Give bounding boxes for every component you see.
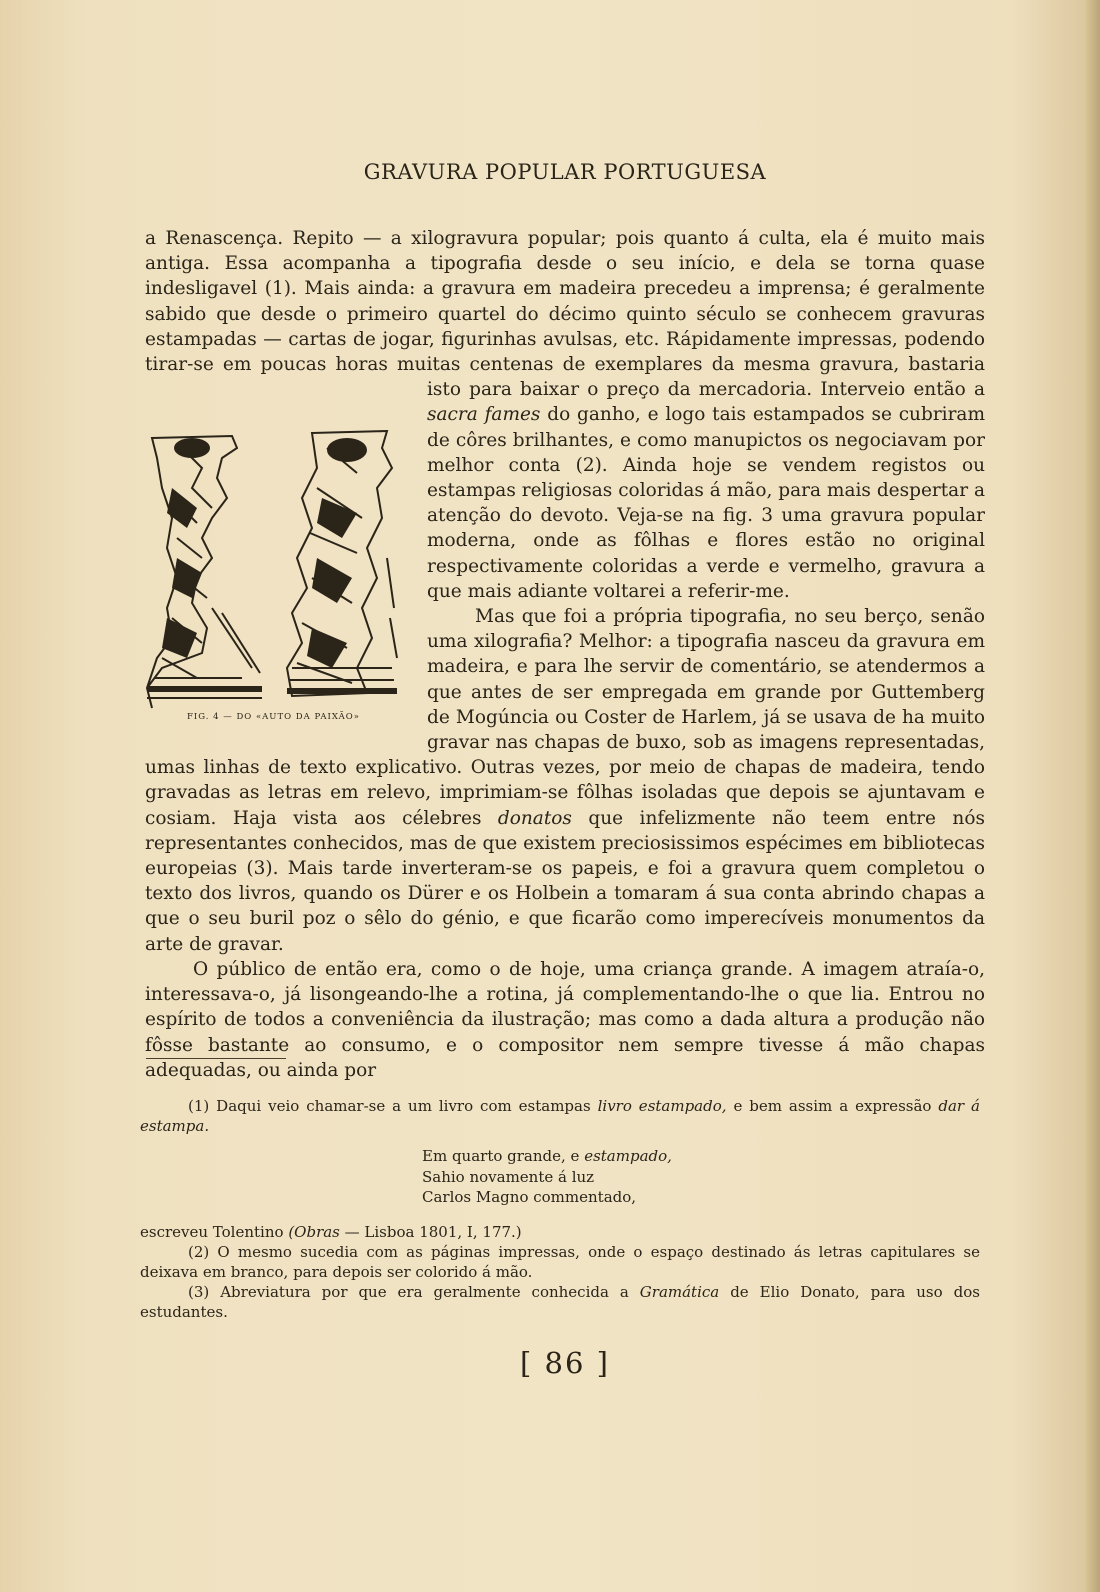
footnote-1-end-italic: (Obras — [288, 1222, 340, 1241]
figure-float-box — [145, 400, 427, 752]
footnote-3-text-a: (3) Abreviatura por que era geralmente conhecida a — [188, 1282, 629, 1301]
footnote-1-text-a: (1) Daqui veio chamar-se a um livro com estampas — [188, 1097, 591, 1115]
footnote-1-text-b: e bem assim a expressão — [733, 1097, 932, 1115]
paragraph-2-text-b: que infelizmente não teem entre nós representantes conhecidos, mas de que existem preciosissimos espécimes em bibliotecas europeias (3). Mais tarde inverteram-se os papeis, e foi a gravura quem completou o texto dos livros, quando os Dürer e os Holbein a tomaram á sua conta abrindo chapas a que o seu buril poz o sêlo do génio, e que ficarão como imperecíveis monumentos da arte de gravar. — [145, 807, 985, 955]
footnote-3-italic: Gramática — [639, 1282, 720, 1301]
paragraph-2-text-a: Mas que foi a própria tipografia, no seu berço, senão uma xilografia? Melhor: a tipografia nasceu da gravura em madeira, e para lhe servir de comentário, se atendermos a que antes de ser empregada em grande por Guttemberg de Mogúncia ou Coster de Harlem, já se usava de ha muito gravar nas chapas de buxo, sob as imagens representadas, umas linhas de texto explicativo. Outras vezes, por meio de chapas de madeira, tendo gravadas as letras em relevo, imprimiam-se fôlhas isoladas que depois se ajuntavam e cosiam. Haja vista aos célebres — [145, 606, 985, 829]
footnote-1-end-text: escreveu Tolentino — [140, 1222, 284, 1241]
footnotes — [140, 1096, 980, 1322]
verse-line-1-italic: estampado, — [584, 1147, 672, 1165]
body-text — [145, 226, 985, 1083]
verse-line-3: Carlos Magno commentado, — [422, 1188, 637, 1206]
footnote-1-italic-a: livro estampado, — [597, 1097, 727, 1115]
paragraph-1-italic: sacra fames — [427, 404, 541, 426]
footnote-3 — [140, 1282, 980, 1322]
page-number: [ 86 ] — [520, 1346, 610, 1380]
quoted-verse — [422, 1146, 980, 1208]
footnote-1 — [140, 1096, 980, 1136]
footnote-1-end-text-b: — Lisboa 1801, I, 177.) — [344, 1222, 522, 1241]
paragraph-2-italic: donatos — [497, 807, 572, 829]
running-header: GRAVURA POPULAR PORTUGUESA — [363, 160, 767, 184]
verse-line-1 — [422, 1146, 980, 1167]
footnote-3-text-b: de Elio Donato, para uso dos estudantes. — [140, 1282, 980, 1321]
figure-caption: FIG. 4 — DO «AUTO DA PAIXÃO» — [187, 712, 360, 722]
footnote-rule — [146, 1058, 286, 1059]
verse-line-1-text: Em quarto grande, e — [422, 1147, 580, 1165]
verse-line-2: Sahio novamente á luz — [422, 1167, 595, 1186]
paragraph-1-text-b: do ganho, e logo tais estampados se cubriram de côres brilhantes, e como manupictos os negociavam por melhor conta (2). Ainda hoje se vendem registos ou estampas religiosas coloridas á mão, para mais despertar a atenção do devoto. Veja-se na fig. 3 uma gravura popular moderna, onde as fôlhas e flores estão no original respectivamente coloridas a verde e vermelho, gravura a que mais adiante voltarei a referir-me. — [427, 404, 985, 602]
footnote-2: (2) O mesmo sucedia com as páginas impressas, onde o espaço destinado ás letras capitulares se deixava em branco, para depois ser colorido á mão. — [140, 1242, 980, 1281]
footnote-1-italic-b: dar á estampa. — [140, 1097, 980, 1135]
paragraph-1-text-a: a Renascença. Repito — a xilogravura popular; pois quanto á culta, ela é muito mais antiga. Essa acompanha a tipografia desde o seu início, e dela se torna quase indesligavel (1). Mais ainda: a gravura em madeira precedeu a imprensa; é geralmente sabido que desde o primeiro quartel do décimo quinto século se conhecem gravuras estampadas — cartas de jogar, figurinhas avulsas, etc. Rápidamente impressas, podendo tirar-se em poucas horas muitas centenas de exemplares da mesma gravura, bastaria isto para baixar o preço da mercadoria. Interveio então a — [145, 228, 985, 401]
footnote-1-end — [140, 1222, 980, 1242]
paragraph-3: O público de então era, como o de hoje, uma criança grande. A imagem atraía-o, interessava-o, já lisongeando-lhe a rotina, já complementando-lhe o que lia. Entrou no espírito de todos a conveniência da ilustração; mas como a dada altura a produção não fôsse bastante ao consumo, e o compositor nem sempre tivesse á mão chapas adequadas, ou ainda por — [145, 958, 985, 1081]
